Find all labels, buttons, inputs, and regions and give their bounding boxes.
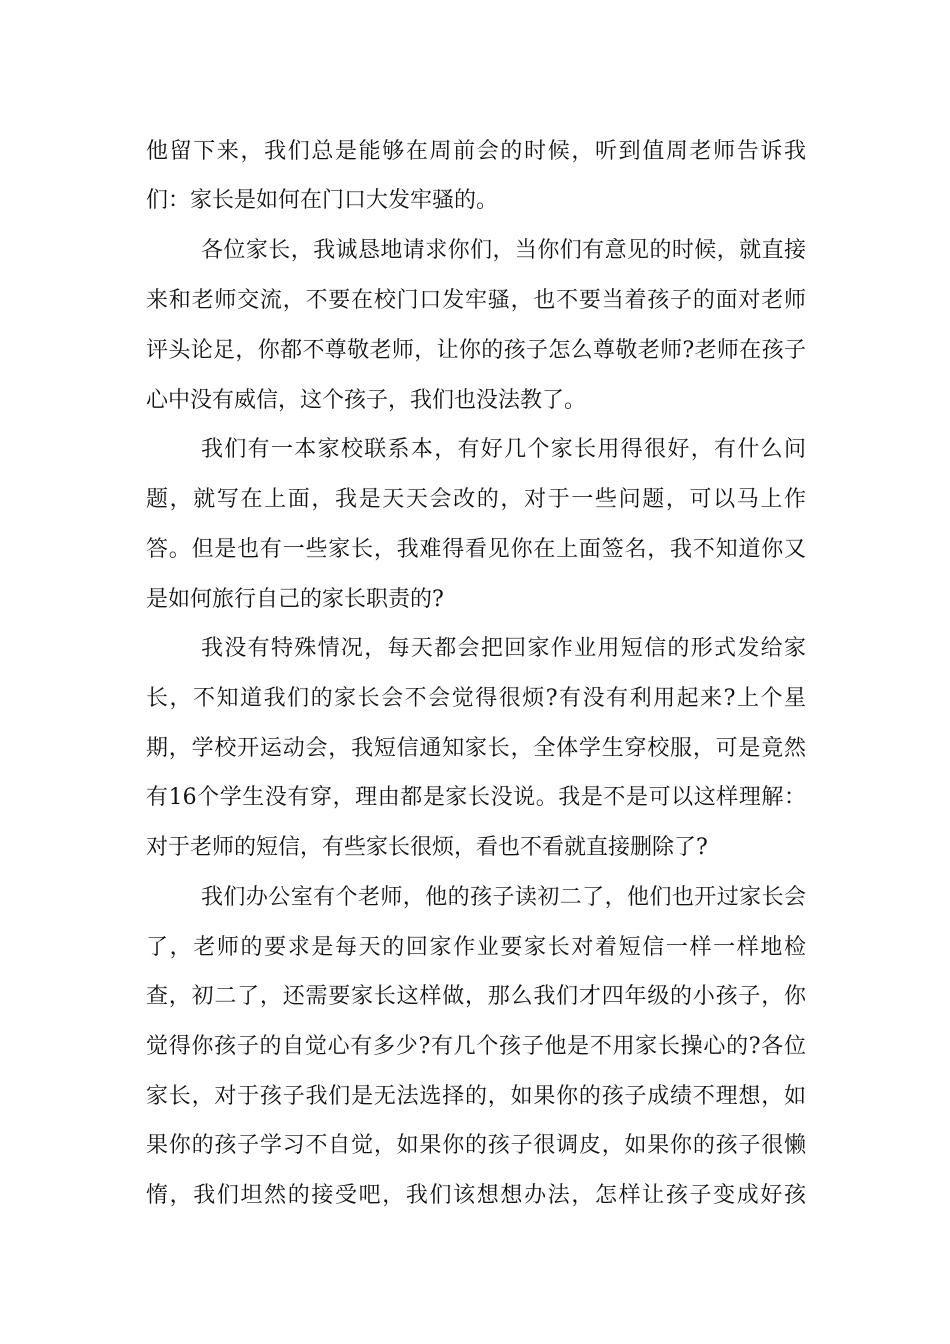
- text-line: 是如何旅行自己的家长职责的?: [146, 587, 444, 612]
- paragraph-first-line: 我们办公室有个老师，他的孩子读初二了，他们也开过家长会: [201, 885, 806, 910]
- text-line: 答。但是也有一些家长，我难得看见你在上面签名，我不知道你又: [146, 537, 806, 562]
- text-line: 家长，对于孩子我们是无法选择的，如果你的孩子成绩不理想，如: [146, 1084, 806, 1109]
- text-line: 他留下来，我们总是能够在周前会的时候，听到值周老师告诉我: [146, 139, 806, 164]
- text-line: 评头论足，你都不尊敬老师，让你的孩子怎么尊敬老师?老师在孩子: [146, 338, 806, 363]
- text-line: 果你的孩子学习不自觉，如果你的孩子很调皮，如果你的孩子很懒: [146, 1133, 806, 1158]
- text-line: 查，初二了，还需要家长这样做，那么我们才四年级的小孩子，你: [146, 984, 806, 1009]
- text-line: 题，就写在上面，我是天天会改的，对于一些问题，可以马上作: [146, 487, 806, 512]
- text-line: 来和老师交流，不要在校门口发牢骚，也不要当着孩子的面对老师: [146, 288, 806, 313]
- paragraph-first-line: 各位家长，我诚恳地请求你们，当你们有意见的时候，就直接: [201, 238, 806, 263]
- text-line: 们：家长是如何在门口大发牢骚的。: [146, 188, 499, 213]
- text-line: 对于老师的短信，有些家长很烦，看也不看就直接删除了?: [146, 835, 708, 860]
- text-line: 有16个学生没有穿，理由都是家长没说。我是不是可以这样理解：: [146, 785, 806, 810]
- text-line: 惰，我们坦然的接受吧，我们该想想办法，怎样让孩子变成好孩: [146, 1183, 806, 1208]
- text-line: 长，不知道我们的家长会不会觉得很烦?有没有利用起来?上个星: [146, 686, 806, 711]
- text-line: 觉得你孩子的自觉心有多少?有几个孩子他是不用家长操心的?各位: [146, 1034, 806, 1059]
- paragraph-first-line: 我们有一本家校联系本，有好几个家长用得很好，有什么问: [201, 437, 806, 462]
- text-line: 心中没有威信，这个孩子，我们也没法教了。: [146, 388, 587, 413]
- text-line: 了，老师的要求是每天的回家作业要家长对着短信一样一样地检: [146, 935, 806, 960]
- text-line: 期，学校开运动会，我短信通知家长，全体学生穿校服，可是竟然: [146, 736, 806, 761]
- paragraph-first-line: 我没有特殊情况，每天都会把回家作业用短信的形式发给家: [201, 636, 806, 661]
